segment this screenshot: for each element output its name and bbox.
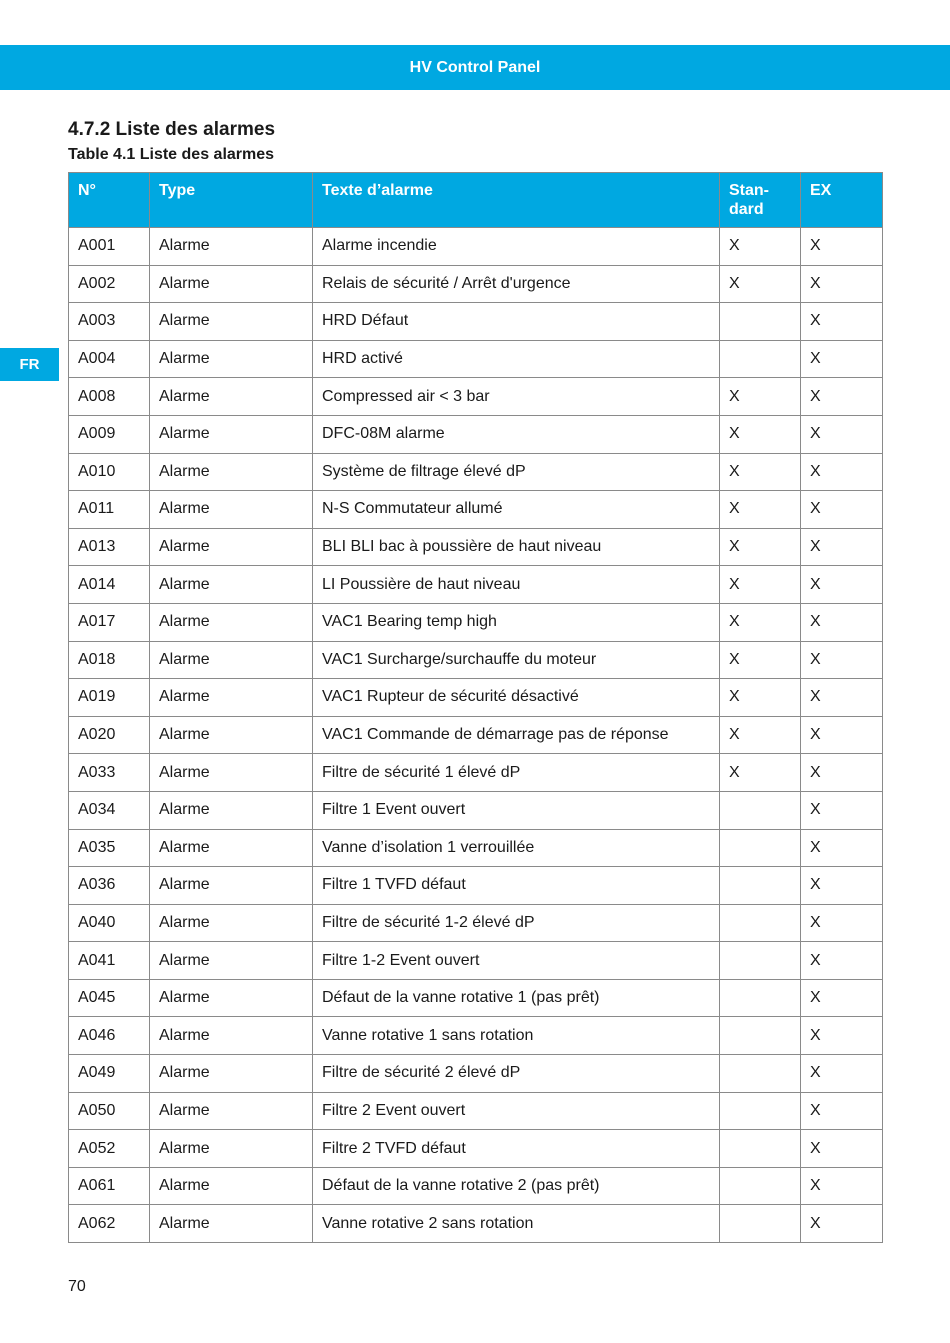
standard-flag-cell (720, 340, 801, 378)
table-row (69, 754, 883, 792)
alarm-type-cell: Alarme (150, 716, 313, 754)
standard-flag-cell: X (720, 265, 801, 303)
alarm-type-cell: Alarme (150, 1130, 313, 1168)
ex-flag-cell: X (801, 491, 883, 529)
alarm-number-cell: A050 (69, 1092, 150, 1130)
alarm-text-cell: Défaut de la vanne rotative 2 (pas prêt) (313, 1167, 720, 1205)
column-header-alarm-text: Texte d’alarme (313, 173, 720, 228)
alarm-type-cell: Alarme (150, 791, 313, 829)
alarm-type-cell: Alarme (150, 340, 313, 378)
alarm-number-cell: A020 (69, 716, 150, 754)
ex-flag-cell: X (801, 528, 883, 566)
standard-flag-cell: X (720, 603, 801, 641)
alarm-text-cell: Défaut de la vanne rotative 1 (pas prêt) (313, 979, 720, 1017)
alarm-number-cell: A049 (69, 1055, 150, 1093)
alarm-type-cell: Alarme (150, 603, 313, 641)
standard-flag-cell: X (720, 453, 801, 491)
standard-flag-cell: X (720, 566, 801, 604)
table-row (69, 1055, 883, 1093)
standard-flag-cell: X (720, 228, 801, 266)
table-row (69, 829, 883, 867)
alarm-type-cell: Alarme (150, 491, 313, 529)
standard-flag-cell: X (720, 716, 801, 754)
alarm-text-cell: Vanne rotative 1 sans rotation (313, 1017, 720, 1055)
alarm-text-cell: N-S Commutateur allumé (313, 491, 720, 529)
standard-flag-cell: X (720, 528, 801, 566)
alarm-text-cell: HRD activé (313, 340, 720, 378)
table-row (69, 453, 883, 491)
alarm-type-cell: Alarme (150, 754, 313, 792)
alarm-number-cell: A013 (69, 528, 150, 566)
alarm-type-cell: Alarme (150, 1092, 313, 1130)
standard-flag-cell (720, 942, 801, 980)
ex-flag-cell: X (801, 867, 883, 905)
ex-flag-cell: X (801, 453, 883, 491)
alarm-text-cell: VAC1 Rupteur de sécurité désactivé (313, 679, 720, 717)
column-header-number: N° (69, 173, 150, 228)
table-row (69, 716, 883, 754)
standard-flag-cell (720, 1092, 801, 1130)
header-banner (0, 45, 950, 90)
alarm-text-cell: Filtre 2 TVFD défaut (313, 1130, 720, 1168)
alarm-text-cell: Filtre de sécurité 1-2 élevé dP (313, 904, 720, 942)
alarm-number-cell: A008 (69, 378, 150, 416)
table-row (69, 1167, 883, 1205)
alarm-type-cell: Alarme (150, 979, 313, 1017)
table-row (69, 303, 883, 341)
standard-flag-cell (720, 1055, 801, 1093)
ex-flag-cell: X (801, 228, 883, 266)
alarm-type-cell: Alarme (150, 1205, 313, 1243)
alarm-text-cell: VAC1 Bearing temp high (313, 603, 720, 641)
alarm-type-cell: Alarme (150, 1055, 313, 1093)
ex-flag-cell: X (801, 378, 883, 416)
alarm-type-cell: Alarme (150, 453, 313, 491)
alarm-number-cell: A040 (69, 904, 150, 942)
alarm-number-cell: A002 (69, 265, 150, 303)
ex-flag-cell: X (801, 979, 883, 1017)
standard-flag-cell (720, 303, 801, 341)
ex-flag-cell: X (801, 415, 883, 453)
table-row (69, 979, 883, 1017)
alarm-text-cell: Vanne rotative 2 sans rotation (313, 1205, 720, 1243)
alarm-type-cell: Alarme (150, 228, 313, 266)
ex-flag-cell: X (801, 754, 883, 792)
table-row (69, 566, 883, 604)
table-row (69, 378, 883, 416)
alarm-type-cell: Alarme (150, 942, 313, 980)
alarm-text-cell: Filtre 1-2 Event ouvert (313, 942, 720, 980)
column-header-type: Type (150, 173, 313, 228)
alarm-number-cell: A001 (69, 228, 150, 266)
alarm-number-cell: A052 (69, 1130, 150, 1168)
page-number: 70 (68, 1278, 86, 1295)
standard-flag-cell: X (720, 491, 801, 529)
alarm-type-cell: Alarme (150, 867, 313, 905)
table-row (69, 415, 883, 453)
standard-flag-cell: X (720, 641, 801, 679)
alarm-number-cell: A018 (69, 641, 150, 679)
table-row (69, 228, 883, 266)
alarm-number-cell: A041 (69, 942, 150, 980)
standard-flag-cell (720, 1130, 801, 1168)
alarm-number-cell: A003 (69, 303, 150, 341)
alarm-number-cell: A036 (69, 867, 150, 905)
alarm-text-cell: Relais de sécurité / Arrêt d'urgence (313, 265, 720, 303)
table-row (69, 791, 883, 829)
alarm-number-cell: A062 (69, 1205, 150, 1243)
alarm-text-cell: BLI BLI bac à poussière de haut niveau (313, 528, 720, 566)
alarm-number-cell: A033 (69, 754, 150, 792)
header-row (69, 173, 883, 228)
table-row (69, 340, 883, 378)
table-row (69, 904, 883, 942)
alarm-type-cell: Alarme (150, 641, 313, 679)
alarm-number-cell: A045 (69, 979, 150, 1017)
standard-flag-cell: X (720, 754, 801, 792)
column-header-ex: EX (801, 173, 883, 228)
table-row (69, 491, 883, 529)
standard-flag-cell (720, 1017, 801, 1055)
alarm-number-cell: A014 (69, 566, 150, 604)
standard-flag-cell (720, 979, 801, 1017)
alarm-type-cell: Alarme (150, 265, 313, 303)
ex-flag-cell: X (801, 791, 883, 829)
ex-flag-cell: X (801, 1055, 883, 1093)
standard-flag-cell (720, 1205, 801, 1243)
alarm-text-cell: HRD Défaut (313, 303, 720, 341)
ex-flag-cell: X (801, 942, 883, 980)
ex-flag-cell: X (801, 1092, 883, 1130)
alarm-number-cell: A009 (69, 415, 150, 453)
standard-flag-cell (720, 1167, 801, 1205)
alarm-text-cell: LI Poussière de haut niveau (313, 566, 720, 604)
table-caption: Table 4.1 Liste des alarmes (68, 146, 275, 163)
alarm-type-cell: Alarme (150, 1017, 313, 1055)
alarm-type-cell: Alarme (150, 904, 313, 942)
alarm-type-cell: Alarme (150, 1167, 313, 1205)
ex-flag-cell: X (801, 265, 883, 303)
alarm-text-cell: Filtre de sécurité 1 élevé dP (313, 754, 720, 792)
ex-flag-cell: X (801, 603, 883, 641)
standard-flag-cell (720, 791, 801, 829)
table-row (69, 1130, 883, 1168)
alarm-type-cell: Alarme (150, 566, 313, 604)
table-row (69, 1092, 883, 1130)
standard-flag-cell: X (720, 679, 801, 717)
column-header-standard: Stan- dard (720, 173, 801, 228)
alarm-number-cell: A061 (69, 1167, 150, 1205)
table-row (69, 1205, 883, 1243)
alarm-text-cell: Compressed air < 3 bar (313, 378, 720, 416)
alarm-number-cell: A004 (69, 340, 150, 378)
alarm-number-cell: A034 (69, 791, 150, 829)
alarm-text-cell: DFC-08M alarme (313, 415, 720, 453)
ex-flag-cell: X (801, 641, 883, 679)
alarm-type-cell: Alarme (150, 303, 313, 341)
ex-flag-cell: X (801, 904, 883, 942)
alarm-text-cell: Système de filtrage élevé dP (313, 453, 720, 491)
header-title: HV Control Panel (409, 58, 541, 76)
standard-flag-cell: X (720, 415, 801, 453)
table-row (69, 528, 883, 566)
section-heading: 4.7.2 Liste des alarmes (68, 119, 276, 140)
ex-flag-cell: X (801, 566, 883, 604)
alarm-text-cell: VAC1 Commande de démarrage pas de réponse (313, 716, 720, 754)
alarm-text-cell: Filtre 2 Event ouvert (313, 1092, 720, 1130)
table-row (69, 265, 883, 303)
ex-flag-cell: X (801, 1017, 883, 1055)
alarm-table (68, 172, 883, 1243)
alarm-type-cell: Alarme (150, 829, 313, 867)
alarm-text-cell: Alarme incendie (313, 228, 720, 266)
alarm-type-cell: Alarme (150, 415, 313, 453)
alarm-text-cell: Filtre 1 TVFD défaut (313, 867, 720, 905)
alarm-type-cell: Alarme (150, 378, 313, 416)
alarm-text-cell: Filtre de sécurité 2 élevé dP (313, 1055, 720, 1093)
alarm-number-cell: A019 (69, 679, 150, 717)
ex-flag-cell: X (801, 1130, 883, 1168)
alarm-number-cell: A010 (69, 453, 150, 491)
alarm-number-cell: A035 (69, 829, 150, 867)
ex-flag-cell: X (801, 1167, 883, 1205)
alarm-text-cell: VAC1 Surcharge/surchauffe du moteur (313, 641, 720, 679)
table-row (69, 641, 883, 679)
table-row (69, 603, 883, 641)
alarm-number-cell: A046 (69, 1017, 150, 1055)
language-tab-label: FR (19, 356, 40, 373)
table-row (69, 942, 883, 980)
standard-flag-cell (720, 829, 801, 867)
alarm-type-cell: Alarme (150, 528, 313, 566)
standard-flag-cell (720, 867, 801, 905)
table-row (69, 1017, 883, 1055)
table-row (69, 679, 883, 717)
alarm-table-body (69, 228, 883, 1243)
ex-flag-cell: X (801, 829, 883, 867)
alarm-number-cell: A017 (69, 603, 150, 641)
alarm-table-header (69, 173, 883, 228)
ex-flag-cell: X (801, 716, 883, 754)
alarm-type-cell: Alarme (150, 679, 313, 717)
alarm-number-cell: A011 (69, 491, 150, 529)
ex-flag-cell: X (801, 679, 883, 717)
ex-flag-cell: X (801, 1205, 883, 1243)
standard-flag-cell: X (720, 378, 801, 416)
standard-flag-cell (720, 904, 801, 942)
ex-flag-cell: X (801, 303, 883, 341)
language-tab (0, 348, 59, 381)
alarm-text-cell: Vanne d’isolation 1 verrouillée (313, 829, 720, 867)
alarm-text-cell: Filtre 1 Event ouvert (313, 791, 720, 829)
ex-flag-cell: X (801, 340, 883, 378)
table-row (69, 867, 883, 905)
